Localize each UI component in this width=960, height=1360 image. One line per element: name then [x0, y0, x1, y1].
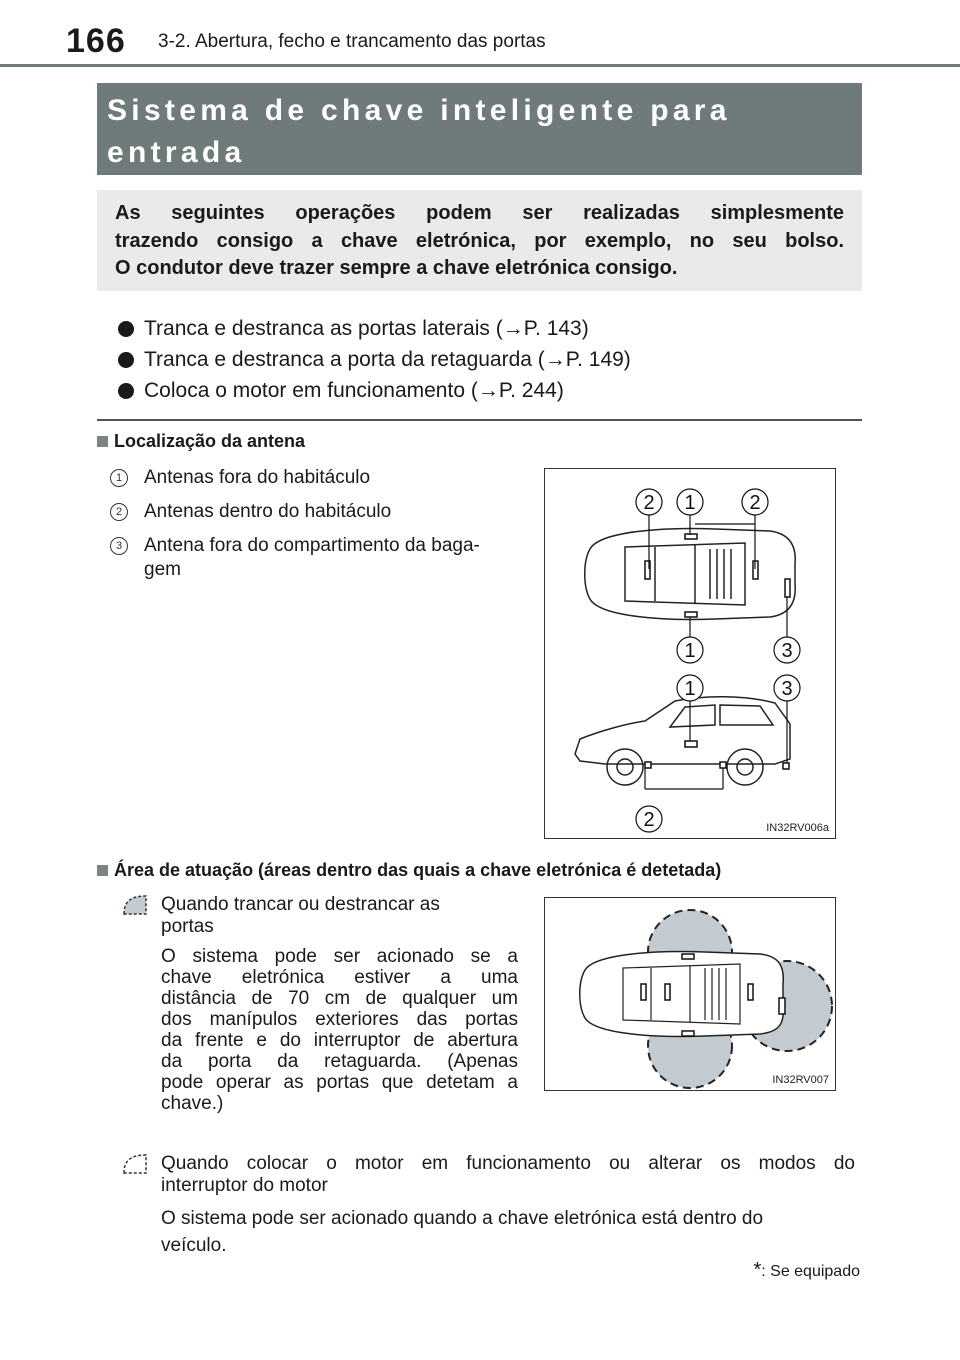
area-block-body [161, 1205, 855, 1259]
antenna-legend-item [110, 500, 530, 524]
intro-line: As seguintes operações podem ser realizadas simplesmente [115, 202, 844, 224]
text-line: chave eletrónica estiver a uma [161, 967, 518, 988]
number-1-icon: 1 [110, 469, 128, 487]
arrow-icon: → [502, 317, 524, 340]
feature-list [118, 313, 631, 406]
area-block-title [161, 1153, 855, 1197]
legend-text: Antenas dentro do habitáculo [144, 501, 392, 522]
text-line: O sistema pode ser acionado se a [161, 946, 518, 967]
footnote-text: : Se equipado [761, 1263, 860, 1280]
arrow-icon: → [477, 379, 499, 402]
antenna-luggage-top [785, 579, 790, 597]
intro-line: trazendo consigo a chave eletrónica, por exemplo, no seu bolso. [115, 229, 844, 252]
callout-2-left: 2 [643, 492, 655, 514]
feature-item [118, 375, 631, 406]
callout-2-side: 2 [643, 809, 655, 831]
antenna-outside-front-top [685, 534, 697, 539]
text-line: dos manípulos exteriores das portas [161, 1009, 518, 1030]
legend-text-line: gem [144, 559, 181, 580]
text-line: interruptor do motor [161, 1175, 328, 1196]
callout-1-bottom: 1 [684, 640, 696, 662]
feature-text: Tranca e destranca a porta da retaguarda ( [144, 348, 545, 371]
car-cabin-outline [625, 543, 745, 605]
callout-3-side: 3 [781, 678, 793, 700]
text-line: pode operar as portas que detetam a [161, 1072, 518, 1093]
text-line: Quando colocar o motor em funcionamento ou alterar os modos do [161, 1153, 855, 1174]
legend-text: Antenas fora do habitáculo [144, 467, 371, 488]
figure-code: IN32RV006a [766, 822, 829, 834]
bullet-icon [118, 352, 134, 368]
feature-text: Coloca o motor em funcionamento ( [144, 379, 478, 402]
callout-3-top: 3 [781, 640, 793, 662]
antenna-heading-text: Localização da antena [114, 431, 306, 451]
square-bullet-icon [97, 865, 108, 876]
callout-1-top: 1 [684, 492, 696, 514]
text-line: portas [161, 916, 214, 937]
footnote-asterisk: * [753, 1259, 762, 1281]
area-heading-text: Área de atuação (áreas dentro das quais a chave eletrónica é detetada) [114, 860, 722, 880]
antenna-legend-item [110, 534, 530, 582]
callout-1-side: 1 [684, 678, 696, 700]
text-line: distância de 70 cm de qualquer um [161, 988, 518, 1009]
area-block-title [161, 894, 518, 938]
antenna-side-rear [783, 763, 789, 769]
antenna-legend-item [110, 466, 530, 490]
text-line: Quando trancar ou destrancar as [161, 894, 440, 915]
page-number: 166 [66, 22, 126, 60]
title-line-1: Sistema de chave inteligente para entrada [107, 94, 731, 169]
number-3-icon: 3 [110, 537, 128, 555]
text-line: veículo. [161, 1235, 227, 1256]
antenna-legend [110, 466, 530, 582]
text-line: da frente e do interruptor de abertura [161, 1030, 518, 1051]
area-block-doors [161, 894, 518, 1114]
antenna-outside-front-bottom [685, 612, 697, 617]
zone-marker-icon [120, 1153, 150, 1175]
feature-text: Tranca e destranca as portas laterais ( [144, 317, 503, 340]
page-ref-link[interactable]: P. 244) [498, 379, 564, 402]
front-wheel [607, 749, 643, 785]
legend-text-line: Antena fora do compartimento da baga- [144, 535, 480, 556]
antenna-location-figure [544, 468, 836, 839]
antenna-side-handle [685, 741, 697, 747]
intro-line: O condutor deve trazer sempre a chave eletrónica consigo. [115, 257, 678, 279]
feature-item [118, 344, 631, 375]
intro-box [97, 190, 862, 291]
section-divider [97, 419, 862, 421]
zone-marker-icon [120, 894, 150, 916]
antenna-heading [97, 431, 305, 452]
page-ref-link[interactable]: P. 143) [523, 317, 589, 340]
header-rule [0, 64, 960, 67]
antenna-diagram [545, 469, 835, 838]
callout-2-right: 2 [749, 492, 761, 514]
square-bullet-icon [97, 436, 108, 447]
car-top-outline [585, 529, 795, 620]
operating-area-diagram [545, 898, 835, 1090]
text-line: da porta da retaguarda. (Apenas [161, 1051, 518, 1072]
area-block-engine [161, 1153, 855, 1259]
legend-text [144, 534, 480, 582]
figure-code: IN32RV007 [772, 1074, 829, 1086]
section-reference: 3-2. Abertura, fecho e trancamento das portas [158, 31, 546, 52]
bullet-icon [118, 321, 134, 337]
arrow-icon: → [544, 348, 566, 371]
feature-item [118, 313, 631, 344]
text-line: O sistema pode ser acionado quando a chave eletrónica está dentro do [161, 1208, 764, 1229]
area-heading [97, 860, 721, 881]
section-title-box [97, 83, 862, 175]
operating-area-figure [544, 897, 836, 1091]
rear-wheel [727, 749, 763, 785]
footnote [753, 1259, 860, 1282]
text-line: chave.) [161, 1093, 224, 1114]
bullet-icon [118, 383, 134, 399]
number-2-icon: 2 [110, 503, 128, 521]
page-ref-link[interactable]: P. 149) [565, 348, 631, 371]
area-block-body [161, 946, 518, 1114]
